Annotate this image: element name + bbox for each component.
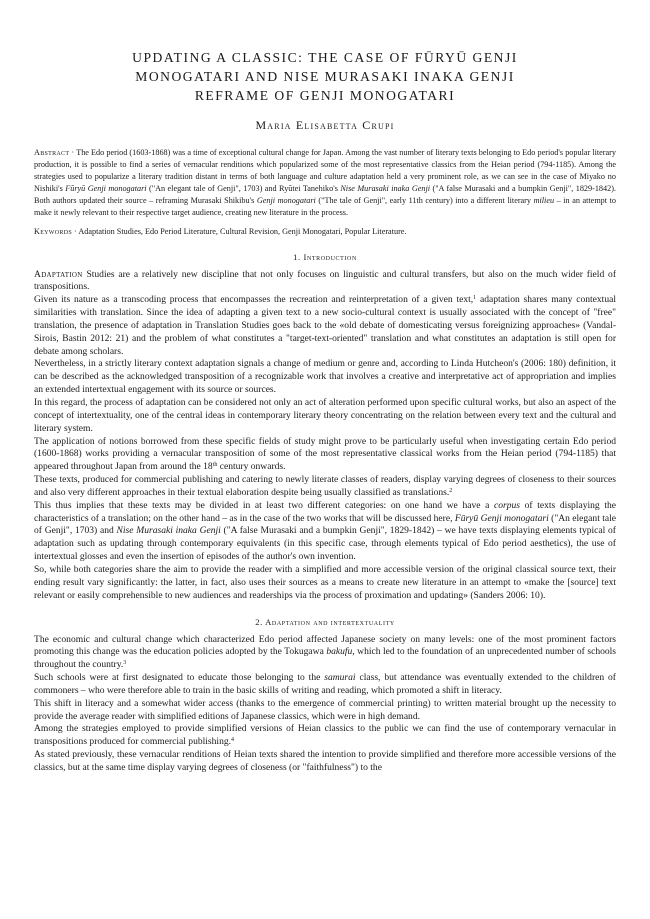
title-line-1: UPDATING A CLASSIC: THE CASE OF FŪRYŪ GENJI [132, 50, 518, 65]
paragraph: Adaptation Studies are a relatively new discipline that not only focuses on linguistic and cultural transfers, but also on the much wider field of transpositions. [34, 268, 616, 293]
paragraph: As stated previously, these vernacular renditions of Heian texts shared the intention to provide simplified and therefore more accessible versions of the classics, but at the same time display varying degrees of closeness (or "faithfulness") to the [34, 749, 616, 773]
paragraph: So, while both categories share the aim to provide the reader with a simplified and more accessible version of the original classical source text, their ending result vary significantly: the latter, in fact, also uses their sources as a means to create new literature in an attempt to «make the [source] text relevant or easily comprehensible to new audiences and readerships via the process of proximation and updating» (Sanders 2006: 10). [34, 563, 616, 601]
footnote-ref[interactable]: 2 [449, 487, 453, 494]
abstract-label: Abstract [34, 148, 70, 157]
keywords-label: Keywords [34, 226, 72, 236]
keywords: Keywords · Adaptation Studies, Edo Period Literature, Cultural Revision, Genji Monogatari, Popular Literature. [34, 226, 407, 236]
paragraph: This thus implies that these texts may be divided in at least two different categories: on one hand we have a corpus of texts displaying the characteristics of a translation; on the other hand – as in the case of the two works that will be discussed here, Fūryū Genji monogatari ("An elegant tale of Genji", 1703) and Nise Murasaki inaka Genji ("A false Murasaki and a bumpkin Genji", 1829-1842) – we have texts displaying elements typical of adaptation such as updating through contemporary equivalents (in this specific case, through elements typical of Edo period aesthetics), the use of intertextual glosses and even the insertion of episodes of the author's own invention. [34, 499, 617, 563]
paragraph: This shift in literacy and a somewhat wider access (thanks to the emergence of commercial printing) to written material brought up the necessity to provide the average reader with simplified editions of Japanese classics, which were in high demand. [34, 697, 616, 722]
paragraph: The application of notions borrowed from these specific fields of study might prove to be particularly useful when investigating certain Edo period (1600-1868) works providing a vernacular transposition of some of the most representative classical works from the Heian period (794-1185) that appeared throughout Japan from around the 18th century onwards. [34, 435, 616, 473]
paragraph: Given its nature as a transcoding process that encompasses the recreation and reinterpretation of a given text,$^1$ adaptation shares many contextual similarities with translation. Since the idea of adapting a given text to a new socio-cultural context is usually associated with the concept of "free" translation, the presence of adaptation in Translation Studies goes back to the «old debate of domesticating versus foreignizing approaches» (Vandal-Sirois, Bastin 2012: 21) and the problem of what constitutes a "target-text-oriented" translation and what constitutes an adaptation is still open for debate among scholars. [34, 294, 616, 357]
author-name: Maria Elisabetta Crupi [255, 118, 395, 132]
paragraph: Nevertheless, in a strictly literary context adaptation signals a change of medium or genre and, according to Linda Hutcheon's (2006: 180) definition, it can be described as the acknowledged transposition of a recognizable work that involves a creative and interpretative act of appropriation and implies an extended intertextual engagement with its source or sources. [34, 358, 616, 396]
paragraph: These texts, produced for commercial publishing and catering to newly literate classes of readers, display varying degrees of closeness to their sources and also very different approaches in their textual elaboration despite being usually classified as translations.$^2$ [34, 474, 616, 498]
footnote-ref[interactable]: 1 [473, 295, 477, 302]
abstract: Abstract · The Edo period (1603-1868) was a time of exceptional cultural change for Japan. Among the vast number of literary texts belonging to Edo period's popular literary production, it is possible to find a series of vernacular renditions which popularized some of the most representative classics from the Heian period (794-1185). Among the strategies used to popularize a literary tradition distant in terms of both language and culture adaptation held a very prominent role, as we can see in the case of Miyako no Nishiki's Fūryū Genji monogatari ("An elegant tale of Genji", 1703) and Ryūtei Tanehiko's Nise Murasaki inaka Genji ("A false Murasaki and a bumpkin Genji", 1829-1842). Both authors updated their source – reframing Murasaki Shikibu's Genji monogatari ("The tale of Genji", early 11th century) into a different literary milieu – in an attempt to make it newly relevant to their respective target audience, creating new literature in the process. [34, 148, 616, 218]
title-line-2: MONOGATARI AND NISE MURASAKI INAKA GENJI [135, 69, 515, 84]
footnote-ref[interactable]: 4 [231, 737, 234, 744]
section-heading-adaptation: 2. Adaptation and intertextuality [255, 616, 395, 627]
paragraph: In this regard, the process of adaptation can be considered not only an act of alteration performed upon specific cultural works, but also an aspect of the concept of intertextuality, one of the central ideas in contemporary literary theory concentrating on the relation between every text and the cultural and literary system. [34, 397, 616, 434]
section-heading-introduction: 1. Introduction [293, 251, 357, 262]
paragraph: Such schools were at first designated to educate those belonging to the samurai class, but attendance was eventually extended to the children of commoners – who were therefore able to train in the basic skills of writing and reading, which promoted a shift in literacy. [34, 672, 616, 696]
section-adaptation-body [34, 634, 616, 775]
paragraph: Among the strategies employed to provide simplified versions of Heian classics to the public we can find the use of contemporary vernacular in transpositions produced for commercial publishing.$^4$ [34, 723, 616, 748]
paragraph: The economic and cultural change which characterized Edo period affected Japanese society on many levels: one of the most prominent factors promoting this change was the education policies adopted by the Tokugawa bakufu, which led to the foundation of an unprecedented number of schools throughout the country.$^3$ [34, 633, 617, 671]
paper-title [34, 48, 616, 105]
section-introduction-body [34, 269, 616, 603]
footnote-ref[interactable]: 3 [123, 660, 127, 667]
title-line-3: REFRAME OF GENJI MONOGATARI [194, 88, 456, 103]
